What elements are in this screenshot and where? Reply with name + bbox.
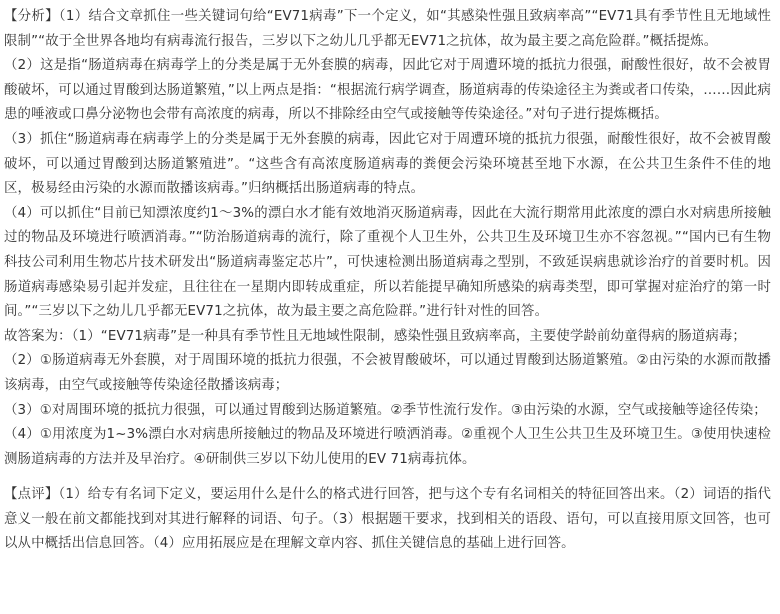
answer-paragraph-3: （3）①对周围环境的抵抗力很强，可以通过胃酸到达肠道繁殖。②季节性流行发作。③由污染的水源，空气或接触等途径传染； (4, 402, 767, 418)
answer-paragraph-2: （2）①肠道病毒无外套膜，对于周围环境的抵抗力很强，不会被胃酸破坏，可以通过胃酸到达肠道繁殖。②由污染的水源而散播该病毒，由空气或接触等传染途径散播该病毒； (4, 353, 771, 393)
analysis-paragraph-2: （2）这是指“肠道病毒在病毒学上的分类是属于无外套膜的病毒，因此它对于周遭环境的抵抗力很强，耐酸性很好，故不会被胃酸破坏，可以通过胃酸到达肠道繁殖，”以上两点是指：“根据流行病学调查，肠道病毒的传染途径主为粪或者口传染，……因此病患的唾液或口鼻分泌物也会带有高浓度的病毒，所以不排除经由空气或接触等传染途径。”对句子进行提炼概括。 (4, 58, 771, 123)
answer-paragraph-4: （4）①用浓度为1~3%漂白水对病患所接触过的物品及环境进行喷洒消毒。②重视个人卫生公共卫生及环境卫生。③使用快速检测肠道病毒的方法并及早治疗。④研制供三岁以下幼儿使用的EV 71病毒抗体。 (4, 427, 771, 467)
analysis-paragraph-1: 【分析】（1）结合文章抓住一些关键词句给“EV71病毒”下一个定义，如“其感染性强且致病率高”“EV71具有季节性且无地域性限制”“故于全世界各地均有病毒流行报告，三岁以下之幼儿几乎都无EV71之抗体，故为最主要之高危险群。”概括提炼。 (4, 9, 771, 49)
answer-paragraph-1: 故答案为：（1）“EV71病毒”是一种具有季节性且无地域性限制，感染性强且致病率高，主要使学龄前幼童得病的肠道病毒； (4, 328, 746, 344)
analysis-paragraph-4: （4）可以抓住“目前已知漂浓度约1～3%的漂白水才能有效地消灭肠道病毒，因此在大流行期常用此浓度的漂白水对病患所接触过的物品及环境进行喷洒消毒。”“防治肠道病毒的流行，除了重视个人卫生外，公共卫生及环境卫生亦不容忽视。”“国内已有生物科技公司利用生物芯片技术研发出“肠道病毒鉴定芯片”，可快速检测出肠道病毒之型别，不致延误病患就诊治疗的首要时机。因肠道病毒感染易引起并发症，且往往在一星期内即转成重症，所以若能提早确知所感染的病毒类型，即可掌握对症治疗的第一时间。”“三岁以下之幼儿几乎都无EV71之抗体，故为最主要之高危险群。”进行针对性的回答。 (4, 205, 771, 320)
analysis-paragraph-3: （3）抓住“肠道病毒在病毒学上的分类是属于无外套膜的病毒，因此它对于周遭环境的抵抗力很强，耐酸性很好，故不会被胃酸破坏，可以通过胃酸到达肠道繁殖进”。“这些含有高浓度肠道病毒的粪便会污染环境甚至地下水源，在公共卫生条件不佳的地区，极易经由污染的水源而散播该病毒。”归纳概括出肠道病毒的特点。 (4, 131, 771, 197)
comment-paragraph: 【点评】（1）给专有名词下定义，要运用什么是什么的格式进行回答，把与这个专有名词相关的特征回答出来。（2）词语的指代意义一般在前文都能找到对其进行解释的词语、句子。（3）根据题干要求，找到相关的语段、语句，可以直接用原文回答，也可以从中概括出信息回答。（4）应用拓展应是在理解文章内容、抓住关键信息的基础上进行回答。 (4, 487, 771, 552)
